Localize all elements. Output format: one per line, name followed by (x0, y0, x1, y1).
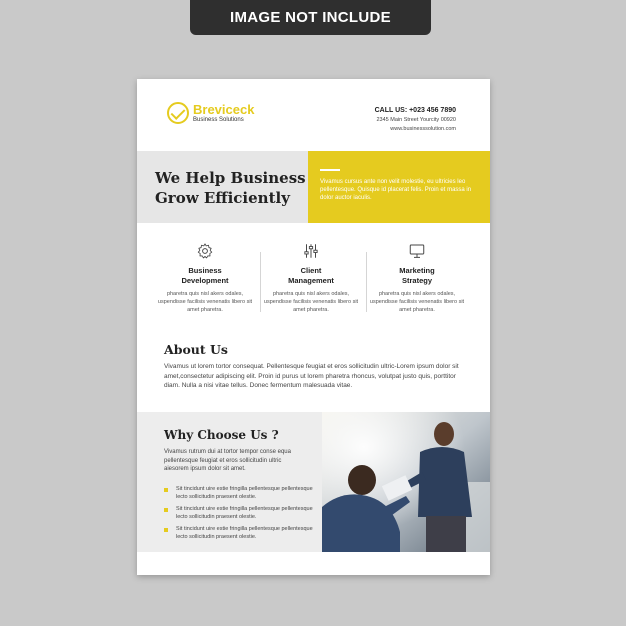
photo-illustration (322, 412, 490, 552)
service-title-line-1: Business (188, 266, 222, 275)
flyer-page (137, 79, 490, 575)
monitor-icon (408, 242, 426, 260)
hero-title-line-1: We Help Business (155, 169, 306, 187)
contact-phone: CALL US: +023 456 7890 (374, 107, 456, 114)
banner-label: IMAGE NOT INCLUDE (230, 9, 391, 26)
service-title-line-2: Development (181, 276, 229, 285)
service-client-management (261, 242, 361, 314)
service-title (367, 266, 467, 286)
contact-block (375, 107, 456, 132)
service-marketing-strategy (367, 242, 467, 314)
service-title-line-1: Marketing (399, 266, 435, 275)
list-item (164, 506, 314, 521)
services-section (137, 242, 490, 327)
list-item (164, 486, 314, 501)
contact-address: 2345 Main Street Yourcity 00920 (376, 117, 456, 123)
square-bullet-icon (164, 488, 168, 492)
sliders-icon (302, 242, 320, 260)
service-text: pharetra quis nisl akers odales, uspendisse facilisis venenatis libero sit amet pharetra. (157, 291, 253, 313)
hero-title (155, 168, 306, 208)
service-text: pharetra quis nisl akers odales, uspendisse facilisis venenatis libero sit amet pharetra. (369, 291, 465, 313)
about-text: Vivamus ut lorem tortor consequat. Pellentesque feugiat et eros sollicitudin ultric-Lorem ipsum dolor sit amet,consectetur adipiscing elit. Proin id purus ut lorem pharetra rhoncus, volutpat justo quis, porttitor diam. Nulla a nisi vitae tellus. Donec fermentum malesuada vitae. (164, 363, 459, 389)
list-item-text: Sit tincidunt uire estie fringilla pellentesque pellentesque lecto sollicitudin praesent olestie. (176, 506, 313, 520)
hero-title-line-2: Grow Efficiently (155, 189, 290, 207)
contact-website: www.businesssolution.com (390, 126, 456, 132)
service-title (261, 266, 361, 286)
service-title-line-1: Client (300, 266, 322, 275)
brand-logo (167, 102, 254, 124)
about-heading: About Us (164, 342, 228, 357)
square-bullet-icon (164, 508, 168, 512)
hero-dash-divider (320, 169, 340, 171)
service-title-line-2: Strategy (401, 276, 432, 285)
service-title (155, 266, 255, 286)
business-meeting-photo (322, 412, 490, 552)
list-item-text: Sit tincidunt uire estie fringilla pellentesque pellentesque lecto sollicitudin praesent olestie. (176, 526, 313, 540)
image-not-include-banner (190, 0, 431, 35)
hero-text: Vivamus cursus ante non velit molestie, eu ultricies leo pellentesque. Quisque id placerat felis. Proin et massa in dolor auctor iaculis. (320, 179, 472, 201)
service-title-line-2: Management (288, 276, 334, 285)
square-bullet-icon (164, 528, 168, 532)
why-heading: Why Choose Us ? (164, 428, 279, 442)
check-circle-icon (167, 102, 189, 124)
why-list (164, 486, 314, 546)
brand-subtitle: Business Solutions (193, 116, 244, 123)
list-item (164, 526, 314, 541)
service-business-development (155, 242, 255, 314)
brand-name: Breviceck (193, 101, 255, 117)
service-text: pharetra quis nisl akers odales, uspendisse facilisis venenatis libero sit amet pharetra. (263, 291, 359, 313)
why-text: Vivamus rutrum dui at tortor tempor conse equa pellentesque feugiat et eros sollicitudin ultric aiesorem ipsum dolor sit amet. (164, 449, 291, 472)
gear-icon (196, 242, 214, 260)
list-item-text: Sit tincidunt uire estie fringilla pellentesque pellentesque lecto sollicitudin praesent olestie. (176, 486, 313, 500)
